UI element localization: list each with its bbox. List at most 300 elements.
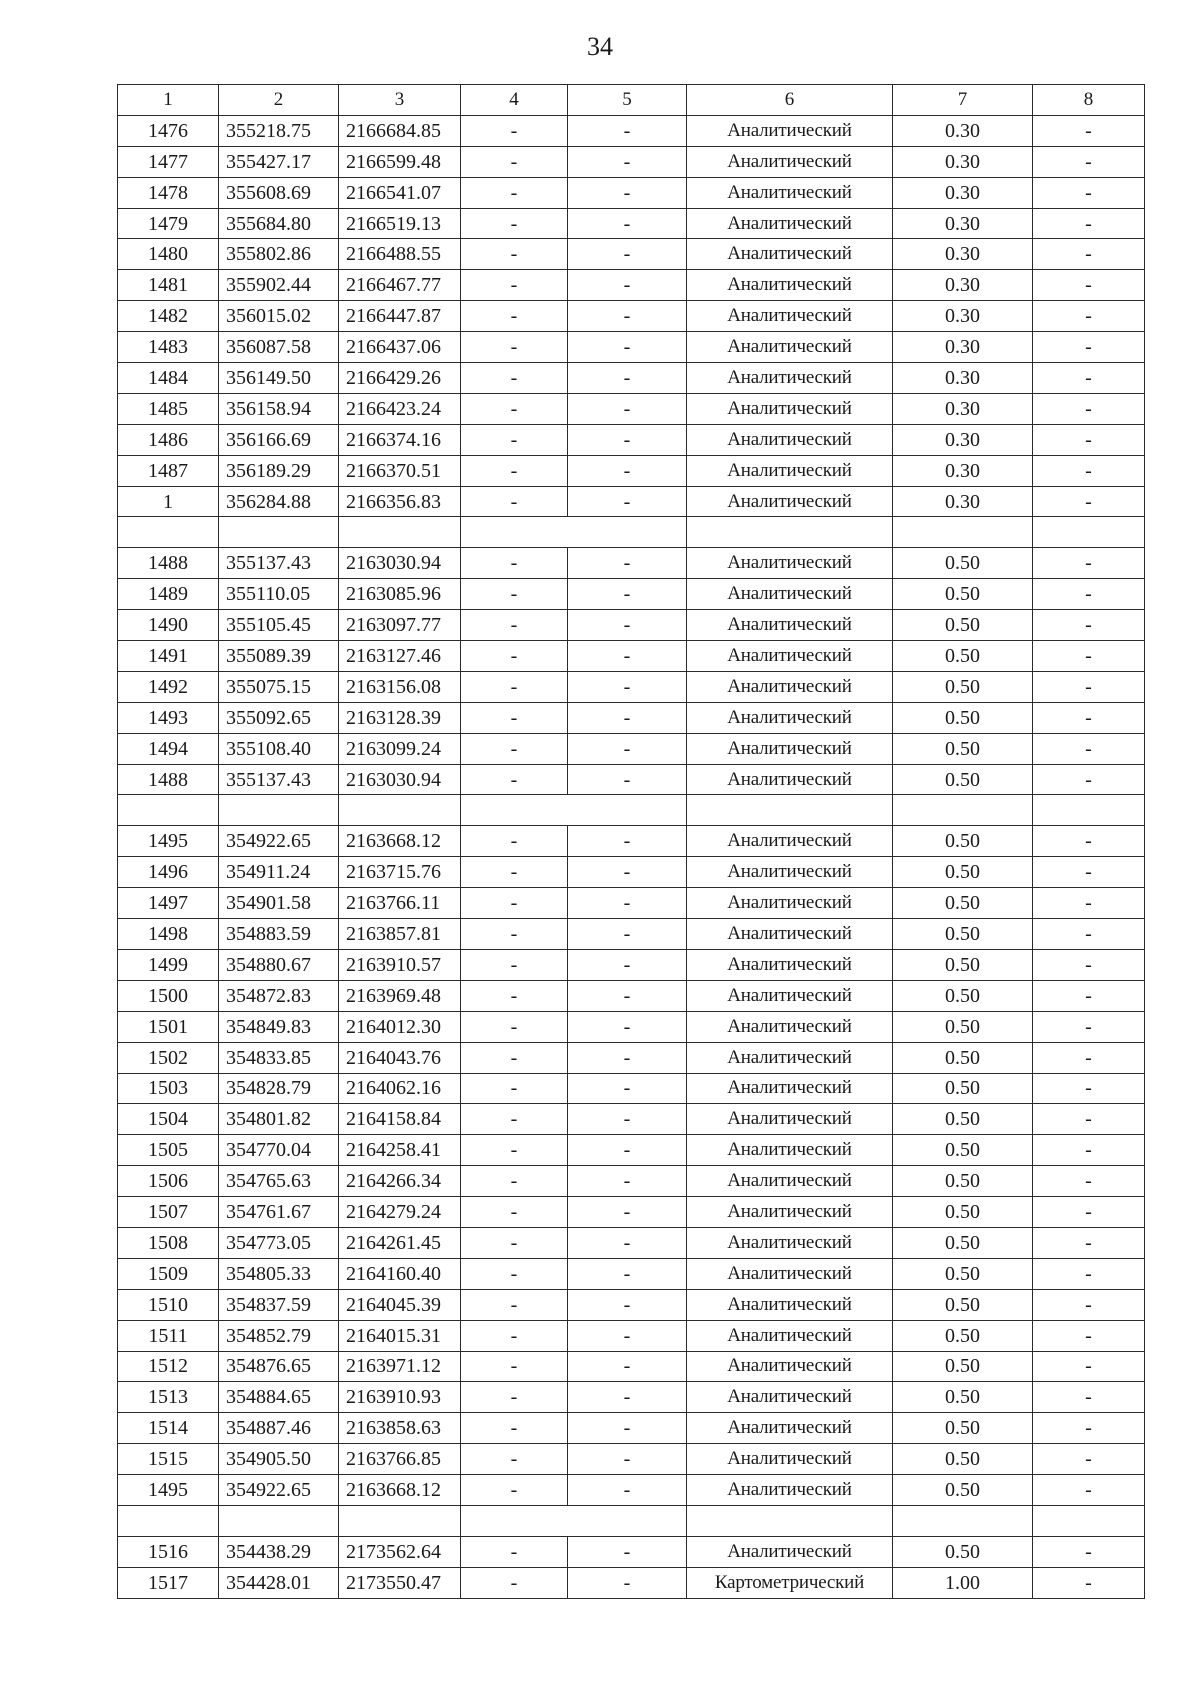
cell-col-5: -	[568, 1227, 687, 1258]
cell-col-4: -	[461, 548, 568, 579]
cell-col-5: -	[568, 888, 687, 919]
table-row	[118, 1320, 1145, 1351]
cell-col-8: -	[1033, 1475, 1145, 1506]
cell-point-number: 1493	[118, 702, 219, 733]
cell-col-4: -	[461, 1073, 568, 1104]
cell-col-4: -	[461, 1536, 568, 1567]
cell-col-4: -	[461, 363, 568, 394]
cell-y-coordinate: 2164160.40	[339, 1258, 461, 1289]
cell-y-coordinate: 2166684.85	[339, 115, 461, 146]
cell-point-number: 1480	[118, 239, 219, 270]
cell-method: Аналитический	[687, 949, 893, 980]
cell-accuracy: 0.30	[893, 455, 1033, 486]
cell-method: Аналитический	[687, 857, 893, 888]
cell-accuracy: 0.30	[893, 146, 1033, 177]
cell-point-number: 1507	[118, 1197, 219, 1228]
cell-col-8: -	[1033, 919, 1145, 950]
table-row	[118, 980, 1145, 1011]
cell-col-5: -	[568, 115, 687, 146]
column-header-1: 1	[118, 85, 219, 116]
column-header-6: 6	[687, 85, 893, 116]
cell-accuracy: 0.50	[893, 1258, 1033, 1289]
table-row	[118, 1351, 1145, 1382]
cell-col-5: -	[568, 1382, 687, 1413]
cell-col-5: -	[568, 702, 687, 733]
cell-accuracy: 0.30	[893, 486, 1033, 517]
cell-col-8	[1033, 795, 1145, 826]
table-row	[118, 146, 1145, 177]
cell-col-4: -	[461, 610, 568, 641]
cell-y-coordinate: 2164258.41	[339, 1135, 461, 1166]
cell-col-5	[568, 795, 687, 826]
cell-method	[687, 795, 893, 826]
cell-col-4: -	[461, 949, 568, 980]
cell-col-4: -	[461, 1104, 568, 1135]
cell-y-coordinate: 2163910.93	[339, 1382, 461, 1413]
cell-method: Аналитический	[687, 1135, 893, 1166]
table-row	[118, 1135, 1145, 1166]
cell-accuracy: 0.50	[893, 1135, 1033, 1166]
cell-x-coordinate: 354880.67	[219, 949, 339, 980]
cell-col-4: -	[461, 980, 568, 1011]
cell-col-4: -	[461, 1444, 568, 1475]
cell-method: Аналитический	[687, 1444, 893, 1475]
table-row	[118, 1382, 1145, 1413]
cell-x-coordinate: 354922.65	[219, 826, 339, 857]
cell-point-number: 1486	[118, 424, 219, 455]
cell-x-coordinate: 354833.85	[219, 1042, 339, 1073]
cell-method: Аналитический	[687, 208, 893, 239]
cell-x-coordinate	[219, 517, 339, 548]
cell-accuracy: 0.50	[893, 764, 1033, 795]
table-row	[118, 1475, 1145, 1506]
cell-point-number: 1511	[118, 1320, 219, 1351]
cell-col-5: -	[568, 393, 687, 424]
cell-method: Аналитический	[687, 1351, 893, 1382]
cell-col-5: -	[568, 239, 687, 270]
cell-x-coordinate	[219, 795, 339, 826]
cell-y-coordinate	[339, 1505, 461, 1536]
table-row	[118, 949, 1145, 980]
cell-method: Аналитический	[687, 826, 893, 857]
cell-method: Аналитический	[687, 610, 893, 641]
cell-method: Аналитический	[687, 1104, 893, 1135]
cell-col-4: -	[461, 1227, 568, 1258]
cell-method: Аналитический	[687, 393, 893, 424]
cell-col-8: -	[1033, 1444, 1145, 1475]
cell-x-coordinate: 356015.02	[219, 301, 339, 332]
cell-method: Аналитический	[687, 1227, 893, 1258]
cell-y-coordinate: 2163766.85	[339, 1444, 461, 1475]
cell-point-number: 1488	[118, 548, 219, 579]
cell-y-coordinate: 2166374.16	[339, 424, 461, 455]
cell-col-5: -	[568, 301, 687, 332]
cell-col-4: -	[461, 455, 568, 486]
table-row	[118, 1227, 1145, 1258]
cell-point-number: 1491	[118, 641, 219, 672]
cell-col-5: -	[568, 548, 687, 579]
cell-accuracy: 0.50	[893, 919, 1033, 950]
table-row	[118, 610, 1145, 641]
cell-point-number: 1481	[118, 270, 219, 301]
cell-point-number: 1498	[118, 919, 219, 950]
table-row	[118, 486, 1145, 517]
table-row	[118, 826, 1145, 857]
cell-point-number: 1501	[118, 1011, 219, 1042]
cell-point-number: 1506	[118, 1166, 219, 1197]
cell-col-5: -	[568, 826, 687, 857]
cell-x-coordinate: 355218.75	[219, 115, 339, 146]
cell-point-number: 1485	[118, 393, 219, 424]
cell-col-4: -	[461, 919, 568, 950]
cell-col-5: -	[568, 177, 687, 208]
cell-x-coordinate: 354887.46	[219, 1413, 339, 1444]
cell-point-number: 1503	[118, 1073, 219, 1104]
cell-x-coordinate: 354805.33	[219, 1258, 339, 1289]
cell-method: Аналитический	[687, 424, 893, 455]
cell-point-number: 1476	[118, 115, 219, 146]
cell-x-coordinate: 355137.43	[219, 548, 339, 579]
cell-x-coordinate: 354876.65	[219, 1351, 339, 1382]
cell-col-4: -	[461, 1382, 568, 1413]
cell-method: Аналитический	[687, 1382, 893, 1413]
cell-col-5	[568, 1505, 687, 1536]
cell-y-coordinate: 2166488.55	[339, 239, 461, 270]
cell-accuracy: 0.50	[893, 1104, 1033, 1135]
cell-col-8: -	[1033, 671, 1145, 702]
column-header-4: 4	[461, 85, 568, 116]
cell-method: Аналитический	[687, 671, 893, 702]
cell-accuracy: 0.50	[893, 610, 1033, 641]
cell-col-8: -	[1033, 1166, 1145, 1197]
cell-col-8: -	[1033, 1073, 1145, 1104]
cell-y-coordinate	[339, 517, 461, 548]
table-row	[118, 1289, 1145, 1320]
cell-method: Аналитический	[687, 1197, 893, 1228]
cell-accuracy: 0.50	[893, 548, 1033, 579]
table-row	[118, 332, 1145, 363]
cell-col-8: -	[1033, 579, 1145, 610]
cell-x-coordinate: 355105.45	[219, 610, 339, 641]
cell-method: Аналитический	[687, 702, 893, 733]
cell-y-coordinate: 2164045.39	[339, 1289, 461, 1320]
cell-method: Аналитический	[687, 919, 893, 950]
cell-y-coordinate: 2166423.24	[339, 393, 461, 424]
cell-accuracy: 0.30	[893, 393, 1033, 424]
cell-col-8: -	[1033, 1567, 1145, 1598]
cell-accuracy	[893, 1505, 1033, 1536]
cell-col-4: -	[461, 1351, 568, 1382]
cell-accuracy: 0.50	[893, 702, 1033, 733]
cell-x-coordinate: 355427.17	[219, 146, 339, 177]
cell-col-5: -	[568, 1351, 687, 1382]
cell-x-coordinate: 356158.94	[219, 393, 339, 424]
cell-accuracy: 0.30	[893, 239, 1033, 270]
cell-accuracy: 0.50	[893, 826, 1033, 857]
cell-col-4: -	[461, 733, 568, 764]
cell-x-coordinate: 354773.05	[219, 1227, 339, 1258]
cell-col-5: -	[568, 764, 687, 795]
table-row	[118, 1258, 1145, 1289]
column-header-5: 5	[568, 85, 687, 116]
cell-accuracy: 0.50	[893, 579, 1033, 610]
cell-point-number: 1496	[118, 857, 219, 888]
cell-point-number: 1489	[118, 579, 219, 610]
cell-accuracy: 0.50	[893, 1011, 1033, 1042]
cell-x-coordinate: 355089.39	[219, 641, 339, 672]
cell-y-coordinate: 2164012.30	[339, 1011, 461, 1042]
header-row	[118, 85, 1145, 116]
cell-col-8: -	[1033, 424, 1145, 455]
table-row	[118, 1413, 1145, 1444]
cell-col-8: -	[1033, 455, 1145, 486]
cell-col-8: -	[1033, 301, 1145, 332]
table-row	[118, 548, 1145, 579]
cell-col-5: -	[568, 610, 687, 641]
table-row	[118, 764, 1145, 795]
table-row	[118, 641, 1145, 672]
table-header	[118, 85, 1145, 116]
cell-col-8: -	[1033, 980, 1145, 1011]
table-row	[118, 1011, 1145, 1042]
cell-method: Аналитический	[687, 888, 893, 919]
cell-y-coordinate: 2163097.77	[339, 610, 461, 641]
cell-x-coordinate: 355075.15	[219, 671, 339, 702]
cell-col-8: -	[1033, 177, 1145, 208]
cell-col-4: -	[461, 826, 568, 857]
cell-method: Аналитический	[687, 486, 893, 517]
cell-point-number: 1510	[118, 1289, 219, 1320]
cell-col-5: -	[568, 857, 687, 888]
cell-y-coordinate: 2163085.96	[339, 579, 461, 610]
cell-accuracy: 0.50	[893, 1289, 1033, 1320]
cell-y-coordinate: 2164062.16	[339, 1073, 461, 1104]
cell-accuracy: 0.30	[893, 332, 1033, 363]
cell-col-5: -	[568, 455, 687, 486]
cell-accuracy: 0.50	[893, 641, 1033, 672]
cell-y-coordinate: 2163030.94	[339, 548, 461, 579]
cell-col-5: -	[568, 1289, 687, 1320]
table-spacer-row	[118, 795, 1145, 826]
cell-point-number: 1479	[118, 208, 219, 239]
table-row	[118, 1166, 1145, 1197]
cell-accuracy: 0.50	[893, 857, 1033, 888]
cell-method: Аналитический	[687, 641, 893, 672]
cell-accuracy	[893, 795, 1033, 826]
cell-col-4: -	[461, 1289, 568, 1320]
cell-y-coordinate: 2163127.46	[339, 641, 461, 672]
cell-col-8: -	[1033, 115, 1145, 146]
cell-point-number: 1504	[118, 1104, 219, 1135]
cell-y-coordinate: 2173562.64	[339, 1536, 461, 1567]
table-row	[118, 1042, 1145, 1073]
cell-x-coordinate: 354852.79	[219, 1320, 339, 1351]
cell-col-5: -	[568, 641, 687, 672]
cell-x-coordinate: 354828.79	[219, 1073, 339, 1104]
column-header-2: 2	[219, 85, 339, 116]
cell-accuracy: 0.50	[893, 949, 1033, 980]
cell-accuracy: 0.50	[893, 1475, 1033, 1506]
cell-col-5: -	[568, 1258, 687, 1289]
cell-col-8: -	[1033, 764, 1145, 795]
cell-accuracy: 0.30	[893, 177, 1033, 208]
cell-col-4: -	[461, 301, 568, 332]
cell-col-8: -	[1033, 1042, 1145, 1073]
cell-col-4: -	[461, 857, 568, 888]
cell-point-number: 1509	[118, 1258, 219, 1289]
cell-x-coordinate: 355802.86	[219, 239, 339, 270]
cell-y-coordinate: 2166447.87	[339, 301, 461, 332]
cell-x-coordinate: 354884.65	[219, 1382, 339, 1413]
cell-x-coordinate	[219, 1505, 339, 1536]
cell-col-4: -	[461, 1011, 568, 1042]
cell-col-5: -	[568, 1536, 687, 1567]
cell-point-number: 1500	[118, 980, 219, 1011]
cell-col-5: -	[568, 1166, 687, 1197]
column-header-3: 3	[339, 85, 461, 116]
cell-y-coordinate: 2163099.24	[339, 733, 461, 764]
cell-col-8: -	[1033, 208, 1145, 239]
table-spacer-row	[118, 1505, 1145, 1536]
cell-col-4: -	[461, 1197, 568, 1228]
cell-col-5: -	[568, 146, 687, 177]
cell-col-8: -	[1033, 641, 1145, 672]
cell-method: Аналитический	[687, 301, 893, 332]
cell-col-8: -	[1033, 548, 1145, 579]
cell-col-8: -	[1033, 702, 1145, 733]
cell-col-5: -	[568, 980, 687, 1011]
cell-col-5: -	[568, 1104, 687, 1135]
cell-y-coordinate: 2164015.31	[339, 1320, 461, 1351]
table-row	[118, 702, 1145, 733]
cell-col-8: -	[1033, 1227, 1145, 1258]
cell-col-4: -	[461, 1042, 568, 1073]
cell-col-8: -	[1033, 949, 1145, 980]
cell-method: Аналитический	[687, 1413, 893, 1444]
table-row	[118, 301, 1145, 332]
cell-col-5: -	[568, 671, 687, 702]
table-row	[118, 115, 1145, 146]
cell-col-4: -	[461, 239, 568, 270]
cell-point-number: 1488	[118, 764, 219, 795]
cell-col-4: -	[461, 1135, 568, 1166]
cell-method: Аналитический	[687, 1011, 893, 1042]
cell-point-number: 1490	[118, 610, 219, 641]
cell-y-coordinate: 2163969.48	[339, 980, 461, 1011]
table-row	[118, 1073, 1145, 1104]
cell-accuracy: 1.00	[893, 1567, 1033, 1598]
cell-accuracy: 0.50	[893, 1351, 1033, 1382]
cell-method: Аналитический	[687, 146, 893, 177]
cell-x-coordinate: 354837.59	[219, 1289, 339, 1320]
cell-y-coordinate: 2163766.11	[339, 888, 461, 919]
cell-method: Аналитический	[687, 332, 893, 363]
cell-x-coordinate: 354849.83	[219, 1011, 339, 1042]
cell-col-8: -	[1033, 610, 1145, 641]
cell-col-5: -	[568, 486, 687, 517]
cell-method: Аналитический	[687, 1536, 893, 1567]
column-header-8: 8	[1033, 85, 1145, 116]
cell-col-4: -	[461, 1567, 568, 1598]
cell-y-coordinate: 2164043.76	[339, 1042, 461, 1073]
table-row	[118, 177, 1145, 208]
cell-col-5: -	[568, 363, 687, 394]
cell-point-number: 1483	[118, 332, 219, 363]
cell-accuracy: 0.50	[893, 1413, 1033, 1444]
cell-method: Аналитический	[687, 363, 893, 394]
cell-x-coordinate: 354905.50	[219, 1444, 339, 1475]
cell-point-number: 1517	[118, 1567, 219, 1598]
cell-y-coordinate: 2163858.63	[339, 1413, 461, 1444]
cell-col-8	[1033, 1505, 1145, 1536]
cell-accuracy: 0.30	[893, 424, 1033, 455]
cell-col-8: -	[1033, 1104, 1145, 1135]
cell-x-coordinate: 355108.40	[219, 733, 339, 764]
cell-x-coordinate: 355137.43	[219, 764, 339, 795]
cell-point-number: 1	[118, 486, 219, 517]
cell-accuracy: 0.30	[893, 270, 1033, 301]
cell-col-5: -	[568, 733, 687, 764]
cell-method: Аналитический	[687, 1042, 893, 1073]
cell-col-4	[461, 1505, 568, 1536]
cell-col-8: -	[1033, 857, 1145, 888]
cell-col-8: -	[1033, 1289, 1145, 1320]
table-spacer-row	[118, 517, 1145, 548]
cell-accuracy: 0.30	[893, 363, 1033, 394]
cell-col-8: -	[1033, 1320, 1145, 1351]
cell-col-4: -	[461, 1258, 568, 1289]
cell-method: Аналитический	[687, 1073, 893, 1104]
cell-col-4: -	[461, 115, 568, 146]
cell-method: Аналитический	[687, 239, 893, 270]
cell-col-5: -	[568, 208, 687, 239]
cell-method: Аналитический	[687, 115, 893, 146]
cell-accuracy: 0.50	[893, 1166, 1033, 1197]
cell-x-coordinate: 356149.50	[219, 363, 339, 394]
cell-point-number: 1515	[118, 1444, 219, 1475]
cell-method: Аналитический	[687, 270, 893, 301]
cell-y-coordinate: 2163715.76	[339, 857, 461, 888]
cell-method: Аналитический	[687, 733, 893, 764]
table-row	[118, 671, 1145, 702]
cell-col-4: -	[461, 1320, 568, 1351]
table-row	[118, 1197, 1145, 1228]
cell-x-coordinate: 355902.44	[219, 270, 339, 301]
cell-accuracy: 0.30	[893, 301, 1033, 332]
cell-col-4: -	[461, 671, 568, 702]
cell-method: Аналитический	[687, 1475, 893, 1506]
cell-accuracy: 0.50	[893, 1444, 1033, 1475]
cell-col-4: -	[461, 579, 568, 610]
cell-accuracy: 0.50	[893, 980, 1033, 1011]
table-row	[118, 270, 1145, 301]
cell-point-number: 1514	[118, 1413, 219, 1444]
cell-x-coordinate: 354922.65	[219, 1475, 339, 1506]
cell-col-8: -	[1033, 363, 1145, 394]
cell-col-4: -	[461, 208, 568, 239]
cell-col-8: -	[1033, 270, 1145, 301]
table-row	[118, 1536, 1145, 1567]
page-number: 34	[587, 32, 613, 61]
cell-accuracy: 0.50	[893, 1320, 1033, 1351]
cell-point-number	[118, 1505, 219, 1536]
cell-point-number: 1494	[118, 733, 219, 764]
cell-point-number	[118, 795, 219, 826]
table-row	[118, 1567, 1145, 1598]
cell-col-8: -	[1033, 1382, 1145, 1413]
cell-col-5: -	[568, 1042, 687, 1073]
cell-col-5: -	[568, 1475, 687, 1506]
